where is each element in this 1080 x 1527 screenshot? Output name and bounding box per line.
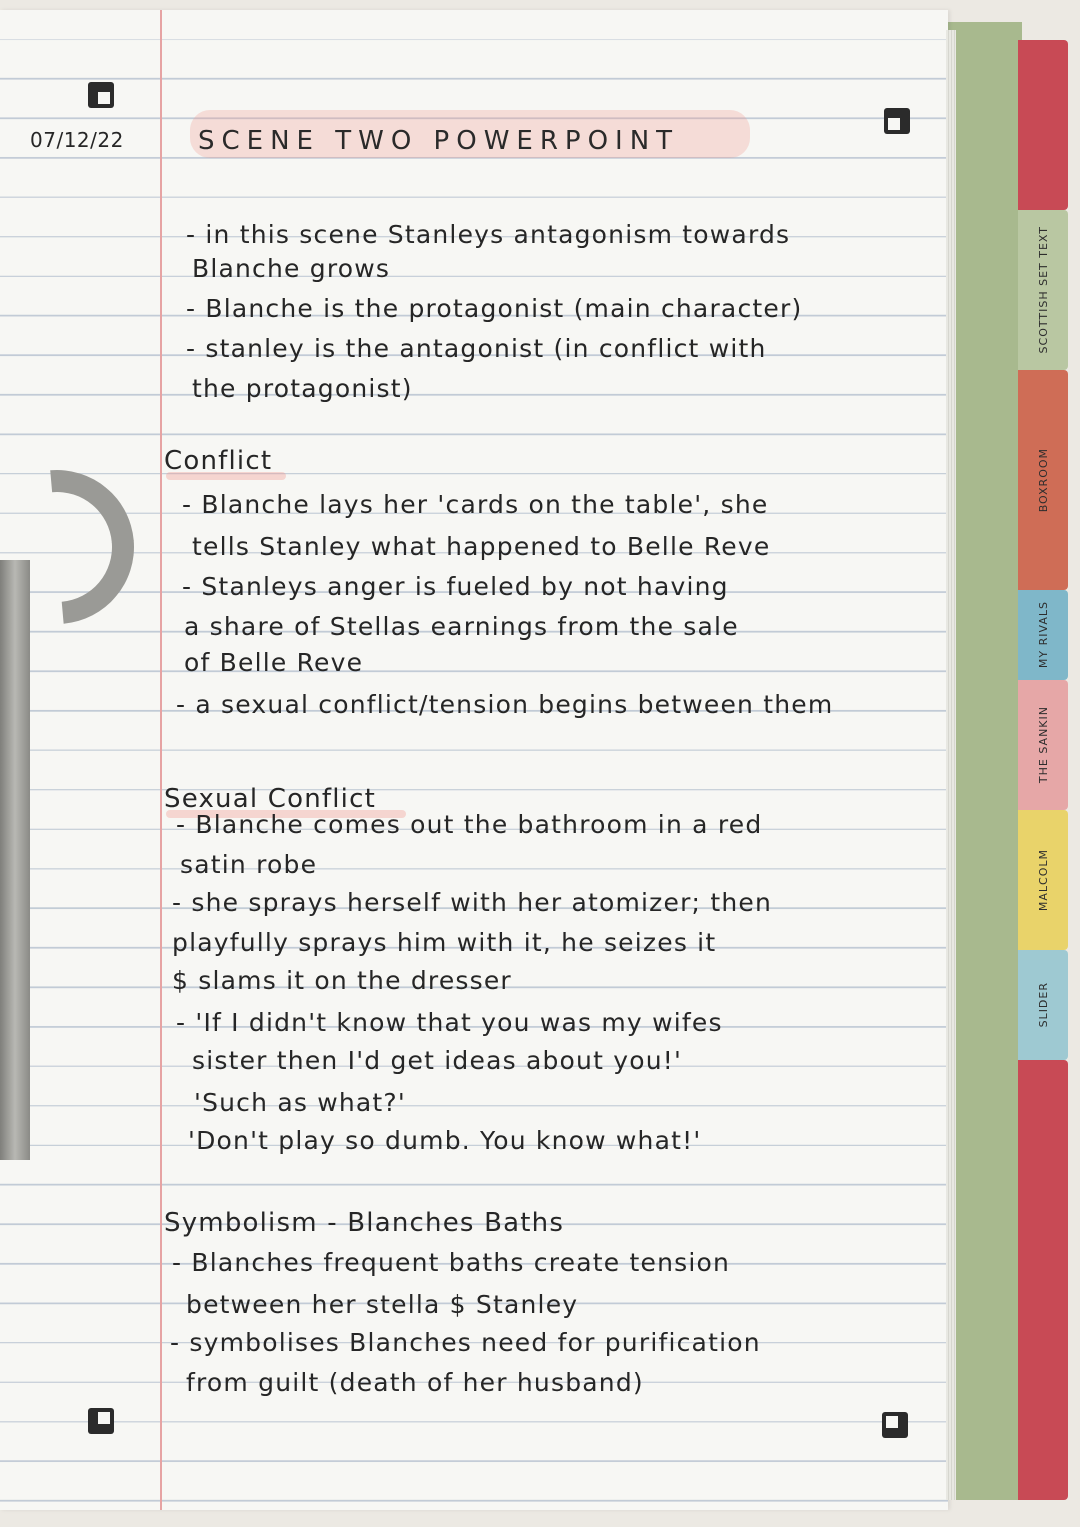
binder-bar xyxy=(0,560,30,1160)
section-heading: Symbolism - Blanches Baths xyxy=(164,1208,565,1238)
note-line: 'Such as what?' xyxy=(194,1088,406,1117)
tab-malcolm: MALCOLM xyxy=(1018,810,1068,950)
note-line: - Blanches frequent baths create tension xyxy=(172,1248,731,1277)
tab-boxroom: BOXROOM xyxy=(1018,370,1068,590)
note-line: - 'If I didn't know that you was my wifes xyxy=(176,1008,723,1037)
note-line: - Stanleys anger is fueled by not having xyxy=(182,572,729,601)
corner-marker-icon xyxy=(88,82,114,108)
note-line: - a sexual conflict/tension begins between them xyxy=(176,690,834,719)
margin-line xyxy=(160,10,162,1510)
page-edges xyxy=(946,30,956,1500)
tab-my-rivals: MY RIVALS xyxy=(1018,590,1068,680)
corner-marker-icon xyxy=(884,108,910,134)
tab-the-sankin: THE SANKIN xyxy=(1018,680,1068,810)
note-line: between her stella $ Stanley xyxy=(186,1290,579,1319)
tab-red-bottom xyxy=(1018,1060,1068,1500)
note-line: $ slams it on the dresser xyxy=(172,966,512,995)
note-line: the protagonist) xyxy=(192,374,413,403)
divider-tabs xyxy=(1018,40,1070,1500)
note-line: tells Stanley what happened to Belle Reve xyxy=(192,532,771,561)
note-line: - Blanche is the protagonist (main character) xyxy=(186,294,803,323)
note-line: satin robe xyxy=(180,850,318,879)
note-line: Blanche grows xyxy=(192,254,391,283)
date: 07/12/22 xyxy=(30,128,124,152)
tab-slider: SLIDER xyxy=(1018,950,1068,1060)
note-line: - in this scene Stanleys antagonism towards xyxy=(186,220,791,249)
section-heading: Sexual Conflict xyxy=(164,784,376,814)
note-line: 'Don't play so dumb. You know what!' xyxy=(188,1126,702,1155)
note-line: - Blanche lays her 'cards on the table', she xyxy=(182,490,769,519)
corner-marker-icon xyxy=(882,1412,908,1438)
page-title: SCENE TWO POWERPOINT xyxy=(198,126,680,156)
tab-scottish-set-text: SCOTTISH SET TEXT xyxy=(1018,210,1068,370)
note-line: - she sprays herself with her atomizer; then xyxy=(172,888,773,917)
note-line: sister then I'd get ideas about you!' xyxy=(192,1046,683,1075)
note-line: playfully sprays him with it, he seizes it xyxy=(172,928,717,957)
note-line: of Belle Reve xyxy=(184,648,364,677)
tab-red-top xyxy=(1018,40,1068,210)
note-line: - Blanche comes out the bathroom in a red xyxy=(176,810,763,839)
note-line: from guilt (death of her husband) xyxy=(186,1368,644,1397)
note-line: - stanley is the antagonist (in conflict with xyxy=(186,334,767,363)
corner-marker-icon xyxy=(88,1408,114,1434)
note-line: a share of Stellas earnings from the sale xyxy=(184,612,739,641)
section-heading: Conflict xyxy=(164,446,273,476)
note-line: - symbolises Blanches need for purification xyxy=(170,1328,761,1357)
